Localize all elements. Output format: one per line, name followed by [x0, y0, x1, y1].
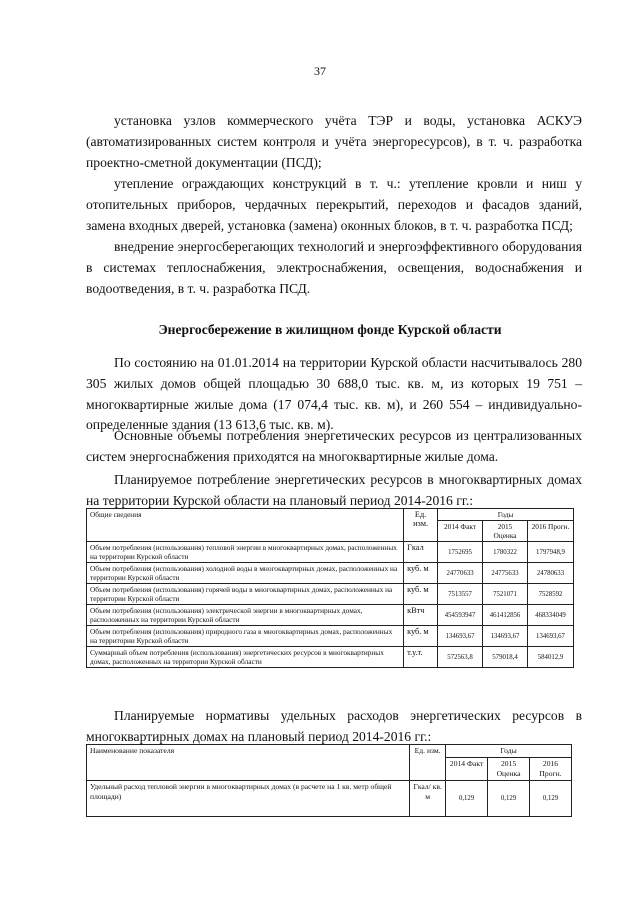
table-row	[87, 626, 574, 647]
table2-header-years: Годы	[446, 745, 572, 758]
value-2016: 7528592	[528, 584, 574, 605]
energy-consumption-table	[86, 508, 574, 668]
intro-item-2: утепление ограждающих конструкций в т. ч.: утепление кровли и ниш у отопительных приборов, чердачных перекрытий, переходов и фасадов зданий, замена входных дверей, установка (замена) оконных блоков, в т. ч. разработка ПСД;	[86, 176, 582, 233]
value-2015: 7521071	[483, 584, 528, 605]
value-2014: 454593947	[438, 605, 483, 626]
table2-year-2016: 2016 Прогн.	[530, 758, 572, 781]
table2-header-unit: Ед. изм.	[410, 745, 446, 781]
body-paragraph-1: По состоянию на 01.01.2014 на территории Курской области насчитывалось 280 305 жилых домов общей площадью 30 688,0 тыс. кв. м, из которых 19 751 – многоквартирные жилые дома (17 074,4 тыс. кв. м), и 260 554 – индивидуально-определенные здания (13 613,6 тыс. кв. м).	[86, 355, 582, 433]
table-row	[87, 563, 574, 584]
intro-item-1: установка узлов коммерческого учёта ТЭР и воды, установка АСКУЭ (автоматизированных систем контроля и учёта энергоресурсов), в т. ч. разработка проектно-сметной документации (ПСД);	[86, 113, 582, 170]
table-row	[87, 605, 574, 626]
row-label: Объем потребления (использования) электрической энергии в многоквартирных домах, расположенных на территории Курской области	[87, 605, 404, 626]
value-2014: 572563,8	[438, 647, 483, 668]
table2-year-2014: 2014 Факт	[446, 758, 488, 781]
value-2014: 1752695	[438, 542, 483, 563]
table-row	[87, 584, 574, 605]
value-2015: 24775633	[483, 563, 528, 584]
row-label: Объем потребления (использования) природного газа в многоквартирных домах, расположенных на территории Курской области	[87, 626, 404, 647]
row-label: Объем потребления (использования) тепловой энергии в многоквартирных домах, расположенных на территории Курской области	[87, 542, 404, 563]
value-2015: 134693,67	[483, 626, 528, 647]
value-2016: 24780633	[528, 563, 574, 584]
value-2014: 134693,67	[438, 626, 483, 647]
value-2015: 579018,4	[483, 647, 528, 668]
row-unit: Гкал	[404, 542, 438, 563]
body-paragraph-4: Планируемые нормативы удельных расходов энергетических ресурсов в многоквартирных домах на плановый период 2014-2016 гг.:	[86, 708, 582, 744]
value-2016: 468334049	[528, 605, 574, 626]
value-2016: 0,129	[530, 781, 572, 817]
table-row	[87, 542, 574, 563]
row-unit: куб. м	[404, 563, 438, 584]
table1-header-unit: Ед. изм.	[404, 509, 438, 542]
value-2015: 1780322	[483, 542, 528, 563]
row-label: Объем потребления (использования) холодной воды в многоквартирных домах, расположенных на территории Курской области	[87, 563, 404, 584]
value-2015: 461412856	[483, 605, 528, 626]
row-unit: куб. м	[404, 584, 438, 605]
value-2014: 24770633	[438, 563, 483, 584]
table2-header-name: Наименование показателя	[87, 745, 410, 781]
table1-header-info: Общие сведения	[87, 509, 404, 542]
table-row	[87, 647, 574, 668]
row-unit: Гкал/ кв. м	[410, 781, 446, 817]
table-row	[87, 781, 572, 817]
table2-year-2015: 2015 Оценка	[488, 758, 530, 781]
row-unit: т.у.т.	[404, 647, 438, 668]
value-2014: 7513557	[438, 584, 483, 605]
specific-consumption-table	[86, 744, 572, 817]
table1-year-2015: 2015 Оценка	[483, 521, 528, 542]
table1-year-2014: 2014 Факт	[438, 521, 483, 542]
value-2016: 1797948,9	[528, 542, 574, 563]
table1-year-2016: 2016 Прогн.	[528, 521, 574, 542]
row-label: Удельный расход тепловой энергии в многоквартирных домах (в расчете на 1 кв. метр общей площади)	[87, 781, 410, 817]
table1-header-years: Годы	[438, 509, 574, 521]
value-2015: 0,129	[488, 781, 530, 817]
body-paragraph-3: Планируемое потребление энергетических ресурсов в многоквартирных домах на территории Курской области на плановый период 2014-2016 гг.:	[86, 472, 582, 508]
section-title: Энергосбережение в жилищном фонде Курской области	[158, 322, 502, 337]
row-label: Объем потребления (использования) горячей воды в многоквартирных домах, расположенных на территории Курской области	[87, 584, 404, 605]
page-number: 37	[314, 64, 326, 78]
row-label: Суммарный объем потребления (использования) энергетических ресурсов в многоквартирных домах, расположенных на территории Курской области	[87, 647, 404, 668]
value-2014: 0,129	[446, 781, 488, 817]
row-unit: кВтч	[404, 605, 438, 626]
value-2016: 134693,67	[528, 626, 574, 647]
intro-item-3: внедрение энергосберегающих технологий и энергоэффективного оборудования в системах теплоснабжения, электроснабжения, освещения, водоснабжения и водоотведения, в т. ч. разработка ПСД.	[86, 239, 582, 296]
row-unit: куб. м	[404, 626, 438, 647]
value-2016: 584012,9	[528, 647, 574, 668]
body-paragraph-2: Основные объемы потребления энергетических ресурсов из централизованных систем энергоснабжения приходятся на многоквартирные жилые дома.	[86, 428, 582, 464]
